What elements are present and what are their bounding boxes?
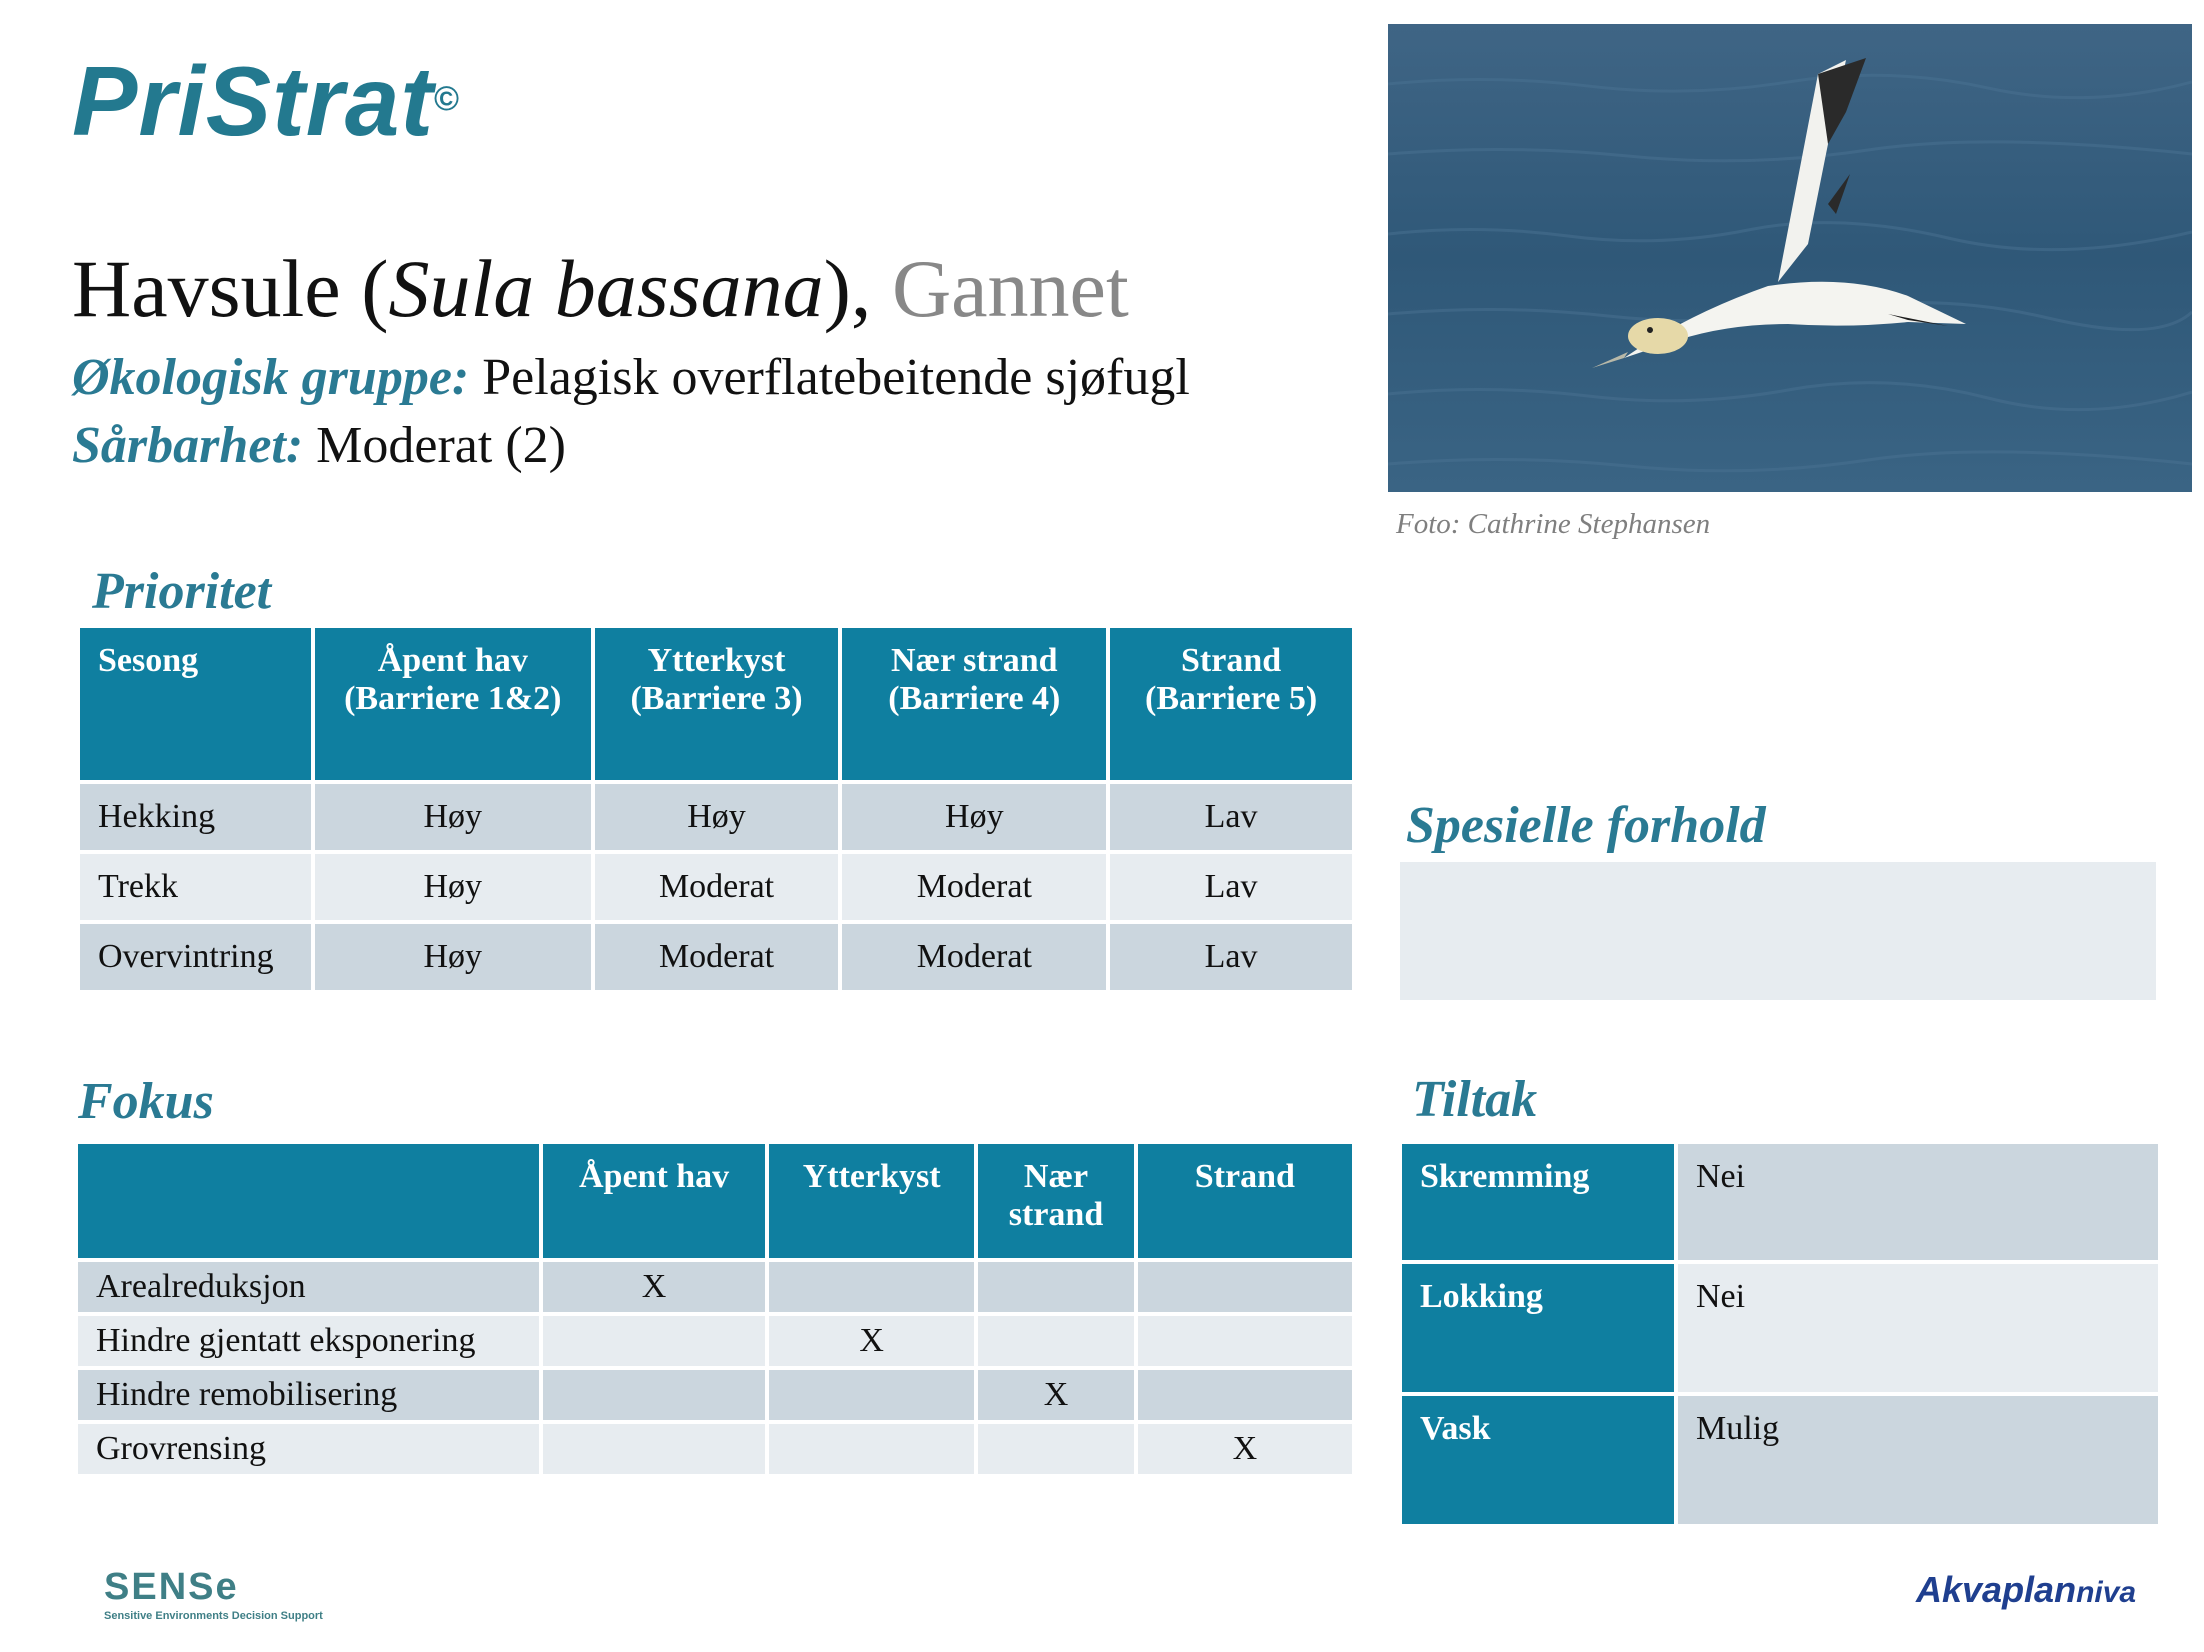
species-title [72, 243, 1129, 334]
priority-cell: Høy [315, 784, 591, 850]
priority-cell: Lav [1110, 854, 1352, 920]
focus-cell [978, 1316, 1133, 1366]
priority-season-cell: Overvintring [80, 924, 311, 990]
brand-name: PriStrat [72, 46, 435, 156]
focus-action-cell: Grovrensing [78, 1424, 539, 1474]
ecology-value: Pelagisk overflatebeitende sjøfugl [482, 349, 1190, 406]
measure-name: Skremming [1402, 1144, 1674, 1260]
table-row [1402, 1144, 2158, 1260]
focus-header-blank [78, 1144, 539, 1258]
measure-value: Mulig [1678, 1396, 2158, 1524]
brand-logo [72, 46, 461, 156]
species-name-en: Gannet [891, 243, 1129, 334]
focus-cell [769, 1262, 974, 1312]
species-name-no: Havsule ( [72, 243, 389, 334]
priority-cell: Moderat [595, 854, 839, 920]
measure-name: Lokking [1402, 1264, 1674, 1392]
priority-cell: Moderat [595, 924, 839, 990]
vulnerability-line [72, 417, 566, 474]
table-row [80, 784, 1352, 850]
sense-logo-tagline: Sensitive Environments Decision Support [104, 1610, 323, 1622]
vulnerability-value: Moderat (2) [316, 417, 566, 474]
priority-header-shore: Strand (Barriere 5) [1110, 628, 1352, 780]
akvaplan-logo-name: Akvaplan [1916, 1569, 2077, 1610]
focus-table [74, 1140, 1356, 1478]
sense-logo [104, 1568, 323, 1622]
measures-title: Tiltak [1412, 1071, 1538, 1128]
focus-cell [1138, 1370, 1352, 1420]
table-row [80, 854, 1352, 920]
species-name-latin: Sula bassana [388, 243, 824, 334]
focus-cell: X [543, 1262, 765, 1312]
priority-season-cell: Trekk [80, 854, 311, 920]
focus-cell: X [978, 1370, 1133, 1420]
copyright-mark: © [434, 80, 461, 118]
table-row [78, 1370, 1352, 1420]
focus-header-open-sea: Åpent hav [543, 1144, 765, 1258]
focus-cell [1138, 1262, 1352, 1312]
priority-table [76, 624, 1356, 994]
priority-header-outer-coast: Ytterkyst (Barriere 3) [595, 628, 839, 780]
focus-cell [769, 1424, 974, 1474]
table-row [1402, 1396, 2158, 1524]
focus-cell [1138, 1316, 1352, 1366]
priority-cell: Moderat [842, 854, 1106, 920]
priority-cell: Høy [315, 854, 591, 920]
priority-season-cell: Hekking [80, 784, 311, 850]
table-row [78, 1262, 1352, 1312]
akvaplan-logo-suffix: niva [2076, 1576, 2137, 1609]
focus-cell [543, 1424, 765, 1474]
measure-name: Vask [1402, 1396, 1674, 1524]
focus-action-cell: Hindre remobilisering [78, 1370, 539, 1420]
special-conditions-box [1400, 862, 2156, 1000]
table-row [80, 924, 1352, 990]
measures-table [1398, 1140, 2162, 1528]
priority-header-season: Sesong [80, 628, 311, 780]
focus-cell: X [769, 1316, 974, 1366]
focus-header-near-shore: Nær strand [978, 1144, 1133, 1258]
measure-value: Nei [1678, 1144, 2158, 1260]
priority-cell: Moderat [842, 924, 1106, 990]
priority-cell: Høy [595, 784, 839, 850]
ecology-line [72, 349, 1190, 406]
special-title: Spesielle forhold [1406, 797, 1766, 854]
priority-cell: Høy [842, 784, 1106, 850]
focus-cell: X [1138, 1424, 1352, 1474]
focus-cell [978, 1262, 1133, 1312]
measure-value: Nei [1678, 1264, 2158, 1392]
sense-logo-name: SENSe [104, 1566, 239, 1608]
table-row [78, 1316, 1352, 1366]
akvaplan-niva-logo [1916, 1569, 2137, 1610]
vulnerability-label: Sårbarhet: [72, 417, 304, 474]
priority-header-near-shore: Nær strand (Barriere 4) [842, 628, 1106, 780]
priority-cell: Lav [1110, 924, 1352, 990]
priority-header-row [80, 628, 1352, 780]
table-row [78, 1424, 1352, 1474]
gannet-photo [1388, 24, 2192, 492]
photo-credit: Foto: Cathrine Stephansen [1396, 508, 1711, 540]
focus-cell [769, 1370, 974, 1420]
priority-cell: Lav [1110, 784, 1352, 850]
focus-cell [543, 1316, 765, 1366]
table-row [1402, 1264, 2158, 1392]
focus-header-row [78, 1144, 1352, 1258]
focus-action-cell: Hindre gjentatt eksponering [78, 1316, 539, 1366]
focus-cell [978, 1424, 1133, 1474]
priority-header-open-sea: Åpent hav (Barriere 1&2) [315, 628, 591, 780]
ecology-label: Økologisk gruppe: [72, 349, 470, 406]
species-name-sep: ), [823, 243, 892, 334]
focus-action-cell: Arealreduksjon [78, 1262, 539, 1312]
focus-title: Fokus [78, 1073, 214, 1130]
focus-header-outer-coast: Ytterkyst [769, 1144, 974, 1258]
focus-cell [543, 1370, 765, 1420]
gannet-photo-image [1388, 24, 2192, 492]
focus-header-shore: Strand [1138, 1144, 1352, 1258]
priority-title: Prioritet [92, 563, 272, 620]
priority-cell: Høy [315, 924, 591, 990]
